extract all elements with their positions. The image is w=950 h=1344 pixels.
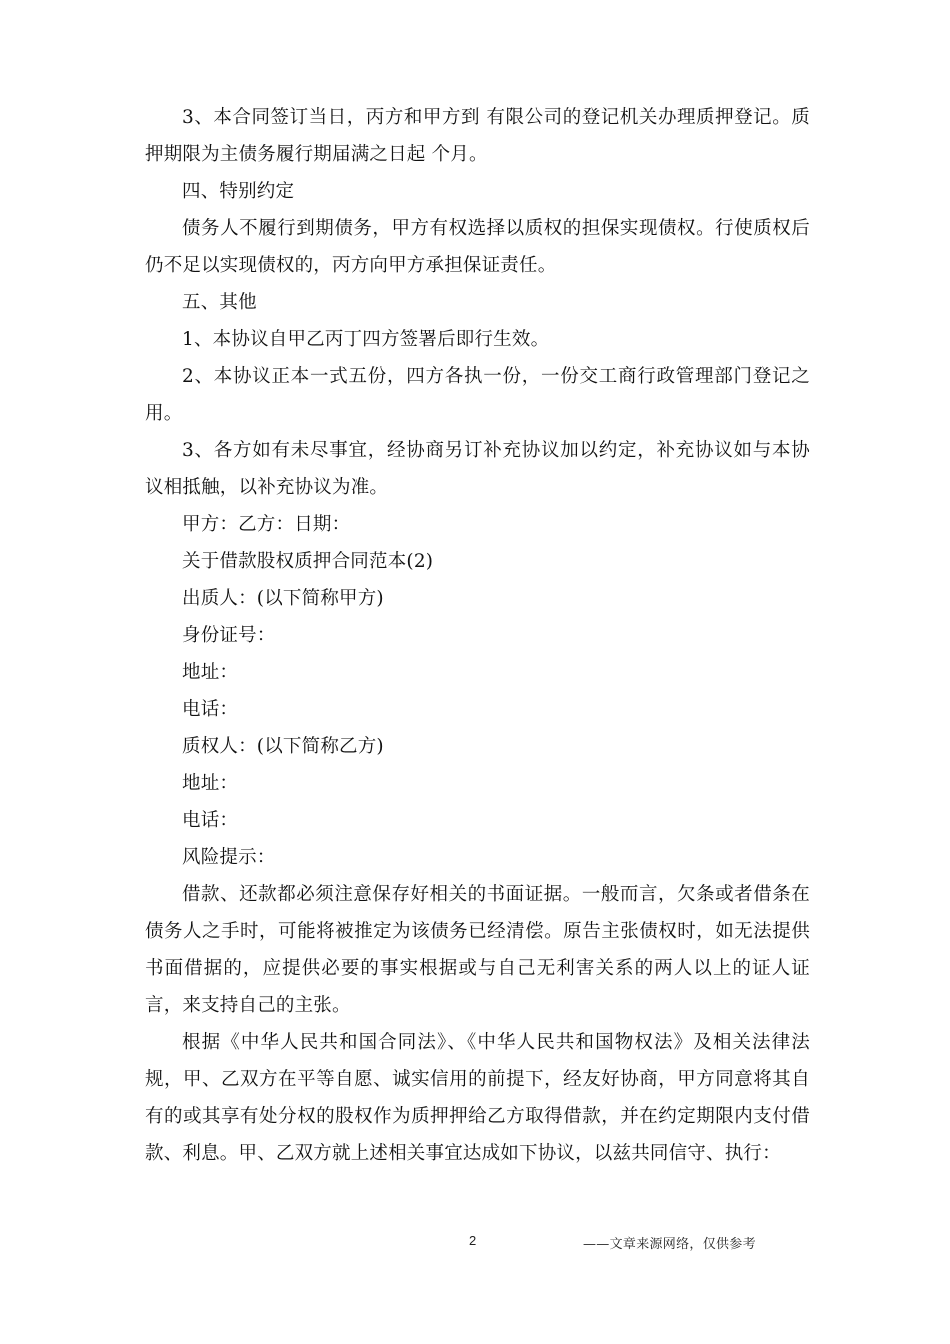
pledgor-phone-line: 电话： (182, 699, 239, 720)
pledgee-line: 质权人：(以下简称乙方) (182, 736, 384, 757)
pledgor-address-line: 地址： (182, 662, 239, 683)
section-heading-other: 五、其他 (182, 292, 257, 313)
contract-title: 关于借款股权质押合同范本(2) (182, 551, 434, 572)
page-number: 2 (469, 1233, 477, 1248)
clause-copies: 2、本协议正本一式五份，四方各执一份，一份交工商行政管理部门登记之用。 (145, 366, 810, 424)
clause-special-terms: 债务人不履行到期债务，甲方有权选择以质权的担保实现债权。行使质权后仍不足以实现债权的，丙方向甲方承担保证责任。 (145, 218, 810, 276)
risk-notice-heading: 风险提示： (182, 847, 276, 868)
pledgee-phone-line: 电话： (182, 810, 239, 831)
clause-supplementary: 3、各方如有未尽事宜，经协商另订补充协议加以约定，补充协议如与本协议相抵触，以补充协议为准。 (145, 440, 810, 498)
pledgor-line: 出质人：(以下简称甲方) (182, 588, 384, 609)
preamble-paragraph: 根据《中华人民共和国合同法》、《中华人民共和国物权法》及相关法律法规，甲、乙双方在平等自愿、诚实信用的前提下，经友好协商，甲方同意将其自有的或其享有处分权的股权作为质押押给乙方取得借款，并在约定期限内支付借款、利息。甲、乙双方就上述相关事宜达成如下协议，以兹共同信守、执行： (145, 1032, 810, 1164)
clause-registration: 3、本合同签订当日，丙方和甲方到 有限公司的登记机关办理质押登记。质押期限为主债务履行期届满之日起 个月。 (145, 107, 810, 165)
source-note: ——文章来源网络，仅供参考 (583, 1237, 756, 1252)
id-number-line: 身份证号： (182, 625, 276, 646)
signature-line: 甲方：乙方：日期： (182, 514, 351, 535)
pledgee-address-line: 地址： (182, 773, 239, 794)
section-heading-special-terms: 四、特别约定 (182, 181, 295, 202)
document-body (145, 99, 810, 1172)
clause-effective: 1、本协议自甲乙丙丁四方签署后即行生效。 (182, 329, 550, 350)
risk-notice-body: 借款、还款都必须注意保存好相关的书面证据。一般而言，欠条或者借条在债务人之手时，可能将被推定为该债务已经清偿。原告主张债权时，如无法提供书面借据的，应提供必要的事实根据或与自己无利害关系的两人以上的证人证言，来支持自己的主张。 (145, 884, 810, 1016)
